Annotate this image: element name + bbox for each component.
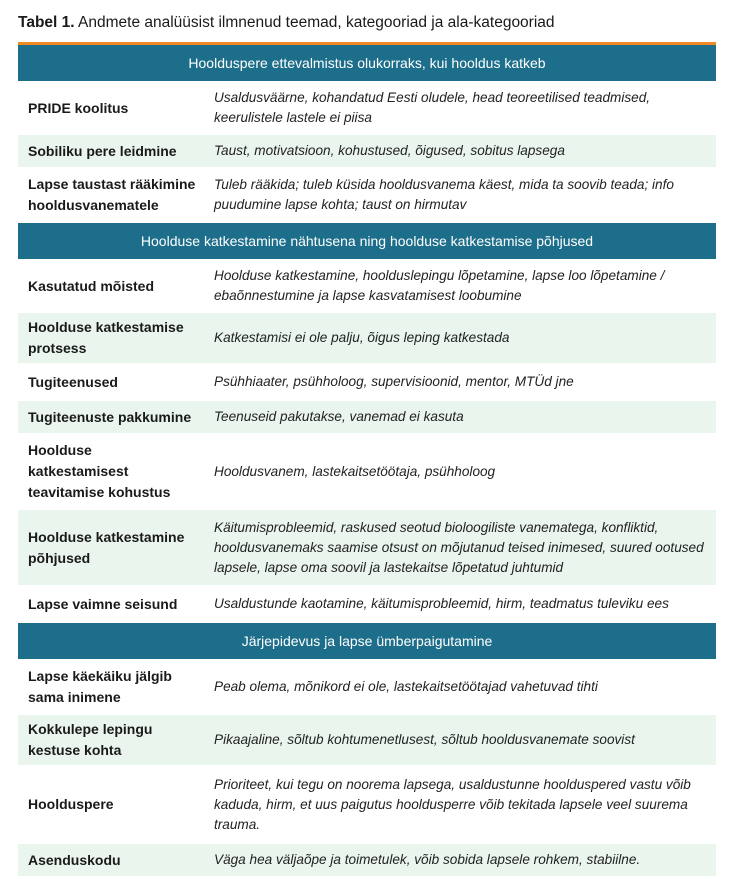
- category-cell: Sobiliku pere leidmine: [18, 134, 206, 169]
- themes-table: [18, 42, 716, 879]
- subcategory-cell: Teenuseid pakutakse, vanemad ei kasuta: [206, 400, 716, 435]
- subcategory-cell: Usaldustunde kaotamine, käitumisprobleemid, hirm, teadmatus tuleviku ees: [206, 587, 716, 622]
- table-row: [18, 714, 716, 767]
- section-header: [18, 44, 716, 83]
- table-container: [18, 0, 716, 879]
- table-row: [18, 312, 716, 365]
- category-cell: Tugiteenused: [18, 365, 206, 400]
- caption-label: Tabel 1.: [18, 14, 75, 31]
- table-row: [18, 169, 716, 222]
- subcategory-cell: Hooldusvanem, lastekaitsetöötaja, psühholoog: [206, 435, 716, 509]
- category-cell: PRIDE koolitus: [18, 83, 206, 134]
- table-row: [18, 400, 716, 435]
- subcategory-cell: Väga hea väljaõpe ja toimetulek, võib sobida lapsele rohkem, stabiilne.: [206, 843, 716, 878]
- subcategory-cell: Hoolduse katkestamine, hoolduslepingu lõpetamine, lapse loo lõpetamine / ebaõnnestumine ja lapse kasvatamisest loobumine: [206, 261, 716, 312]
- category-cell: Hoolduse katkestamisest teavitamise kohustus: [18, 435, 206, 509]
- subcategory-cell: Tuleb rääkida; tuleb küsida hooldusvanema käest, mida ta soovib teada; info puudumine lapse kohta; taust on hirmutav: [206, 169, 716, 222]
- subcategory-cell: Pikaajaline, sõltub kohtumenetlusest, sõltub hooldusvanemate soovist: [206, 714, 716, 767]
- category-cell: Kasutatud mõisted: [18, 261, 206, 312]
- category-cell: Lapse käekäiku jälgib sama inimene: [18, 661, 206, 714]
- table-row: [18, 843, 716, 878]
- section-header: [18, 222, 716, 261]
- category-cell: Lapse vaimne seisund: [18, 587, 206, 622]
- category-cell: Hoolduspere: [18, 767, 206, 843]
- table-row: [18, 767, 716, 843]
- table-row: [18, 261, 716, 312]
- subcategory-cell: Psühhiaater, psühholoog, supervisioonid, mentor, MTÜd jne: [206, 365, 716, 400]
- subcategory-cell: Usaldusväärne, kohandatud Eesti oludele, head teoreetilised teadmised, keerulistele lastele ei piisa: [206, 83, 716, 134]
- category-cell: Asenduskodu: [18, 843, 206, 878]
- table-row: [18, 83, 716, 134]
- table-row: [18, 661, 716, 714]
- section-title: Hoolduse katkestamine nähtusena ning hoolduse katkestamise põhjused: [18, 222, 716, 261]
- table-row: [18, 365, 716, 400]
- category-cell: Tugiteenuste pakkumine: [18, 400, 206, 435]
- section-title: Hoolduspere ettevalmistus olukorraks, kui hooldus katkeb: [18, 44, 716, 83]
- table-caption: [18, 0, 716, 42]
- category-cell: Kokkulepe lepingu kestuse kohta: [18, 714, 206, 767]
- section-header: [18, 622, 716, 661]
- table-row: [18, 435, 716, 509]
- category-cell: Hoolduse katkestamise protsess: [18, 312, 206, 365]
- caption-text: Andmete analüüsist ilmnenud teemad, kategooriad ja ala-kategooriad: [78, 14, 555, 31]
- subcategory-cell: Katkestamisi ei ole palju, õigus leping katkestada: [206, 312, 716, 365]
- subcategory-cell: Käitumisprobleemid, raskused seotud bioloogiliste vanematega, konfliktid, hooldusvanemaks saamise otsust on mõjutanud teised inimesed, suured ootused lapsele, lapse oma soovil ja lastekaitse lõpetatud juhtumid: [206, 509, 716, 587]
- category-cell: Lapse taustast rääkimine hooldusvanematele: [18, 169, 206, 222]
- table-row: [18, 587, 716, 622]
- table-row: [18, 134, 716, 169]
- table-row: [18, 509, 716, 587]
- subcategory-cell: Prioriteet, kui tegu on noorema lapsega, usaldustunne hoolduspered vastu võib kaduda, hirm, et uus paigutus hooldusperre võib tekitada lapsele veel suurema trauma.: [206, 767, 716, 843]
- section-title: Järjepidevus ja lapse ümberpaigutamine: [18, 622, 716, 661]
- subcategory-cell: Taust, motivatsioon, kohustused, õigused, sobitus lapsega: [206, 134, 716, 169]
- subcategory-cell: Peab olema, mõnikord ei ole, lastekaitsetöötajad vahetuvad tihti: [206, 661, 716, 714]
- category-cell: Hoolduse katkestamine põhjused: [18, 509, 206, 587]
